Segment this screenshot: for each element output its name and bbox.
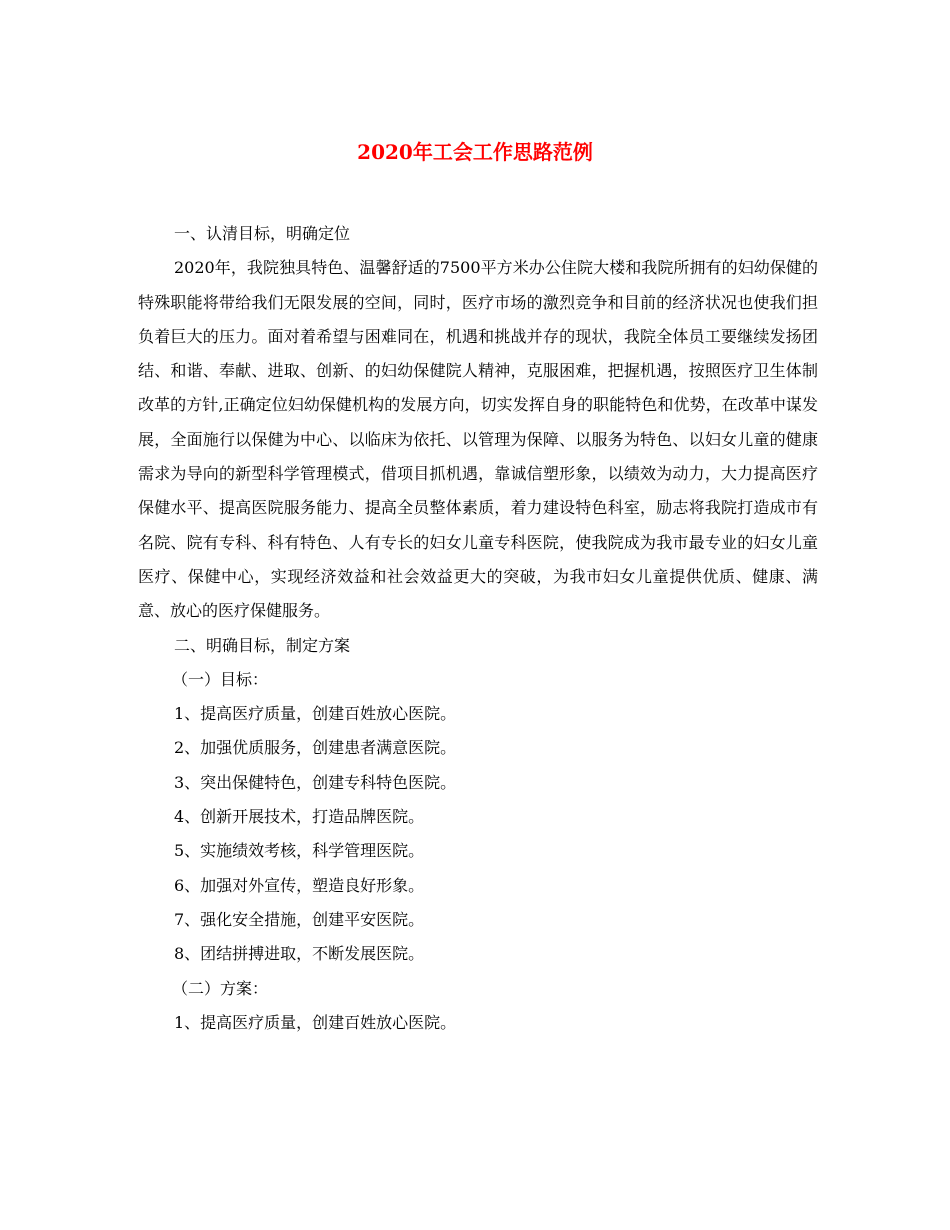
goals-heading: （一）目标： — [172, 669, 269, 689]
goal-item: 1、提高医疗质量，创建百姓放心医院。 — [174, 704, 457, 724]
goal-item: 4、创新开展技术，打造品牌医院。 — [174, 807, 425, 827]
document-body — [138, 217, 818, 1040]
plan-item: 1、提高医疗质量，创建百姓放心医院。 — [174, 1012, 457, 1032]
goal-item: 7、强化安全措施，创建平安医院。 — [174, 909, 425, 929]
plan-heading: （二）方案： — [172, 978, 269, 998]
goal-item: 3、突出保健特色，创建专科特色医院。 — [174, 772, 457, 792]
section-heading-2: 二、明确目标，制定方案 — [174, 635, 351, 655]
section-heading-1: 一、认清目标，明确定位 — [174, 224, 351, 243]
goal-item: 8、团结拼搏进取，不断发展医院。 — [174, 944, 425, 964]
goal-item: 6、加强对外宣传，塑造良好形象。 — [174, 875, 425, 895]
goal-item: 5、实施绩效考核，科学管理医院。 — [174, 841, 425, 861]
goal-item: 2、加强优质服务，创建患者满意医院。 — [174, 738, 457, 758]
section-1-paragraph: 2020年，我院独具特色、温馨舒适的7500平方米办公住院大楼和我院所拥有的妇幼保健的特殊职能将带给我们无限发展的空间，同时，医疗市场的激烈竞争和目前的经济状况也使我们担负着巨大的压力。面对着希望与困难同在，机遇和挑战并存的现状，我院全体员工要继续发扬团结、和谐、奉献、进取、创新、的妇幼保健院人精神，克服困难，把握机遇，按照医疗卫生体制改革的方针,正确定位妇幼保健机构的发展方向，切实发挥自身的职能特色和优势，在改革中谋发展，全面施行以保健为中心、以临床为依托、以管理为保障、以服务为特色、以妇女儿童的健康需求为导向的新型科学管理模式，借项目抓机遇，靠诚信塑形象，以绩效为动力，大力提高医疗保健水平、提高医院服务能力、提高全员整体素质，着力建设特色科室，励志将我院打造成市有名院、院有专科、科有特色、人有专长的妇女儿童专科医院，使我院成为我市最专业的妇女儿童医疗、保健中心，实现经济效益和社会效益更大的突破，为我市妇女儿童提供优质、健康、满意、放心的医疗保健服务。 — [138, 258, 818, 621]
document-title: 2020年工会工作思路范例 — [357, 140, 593, 164]
